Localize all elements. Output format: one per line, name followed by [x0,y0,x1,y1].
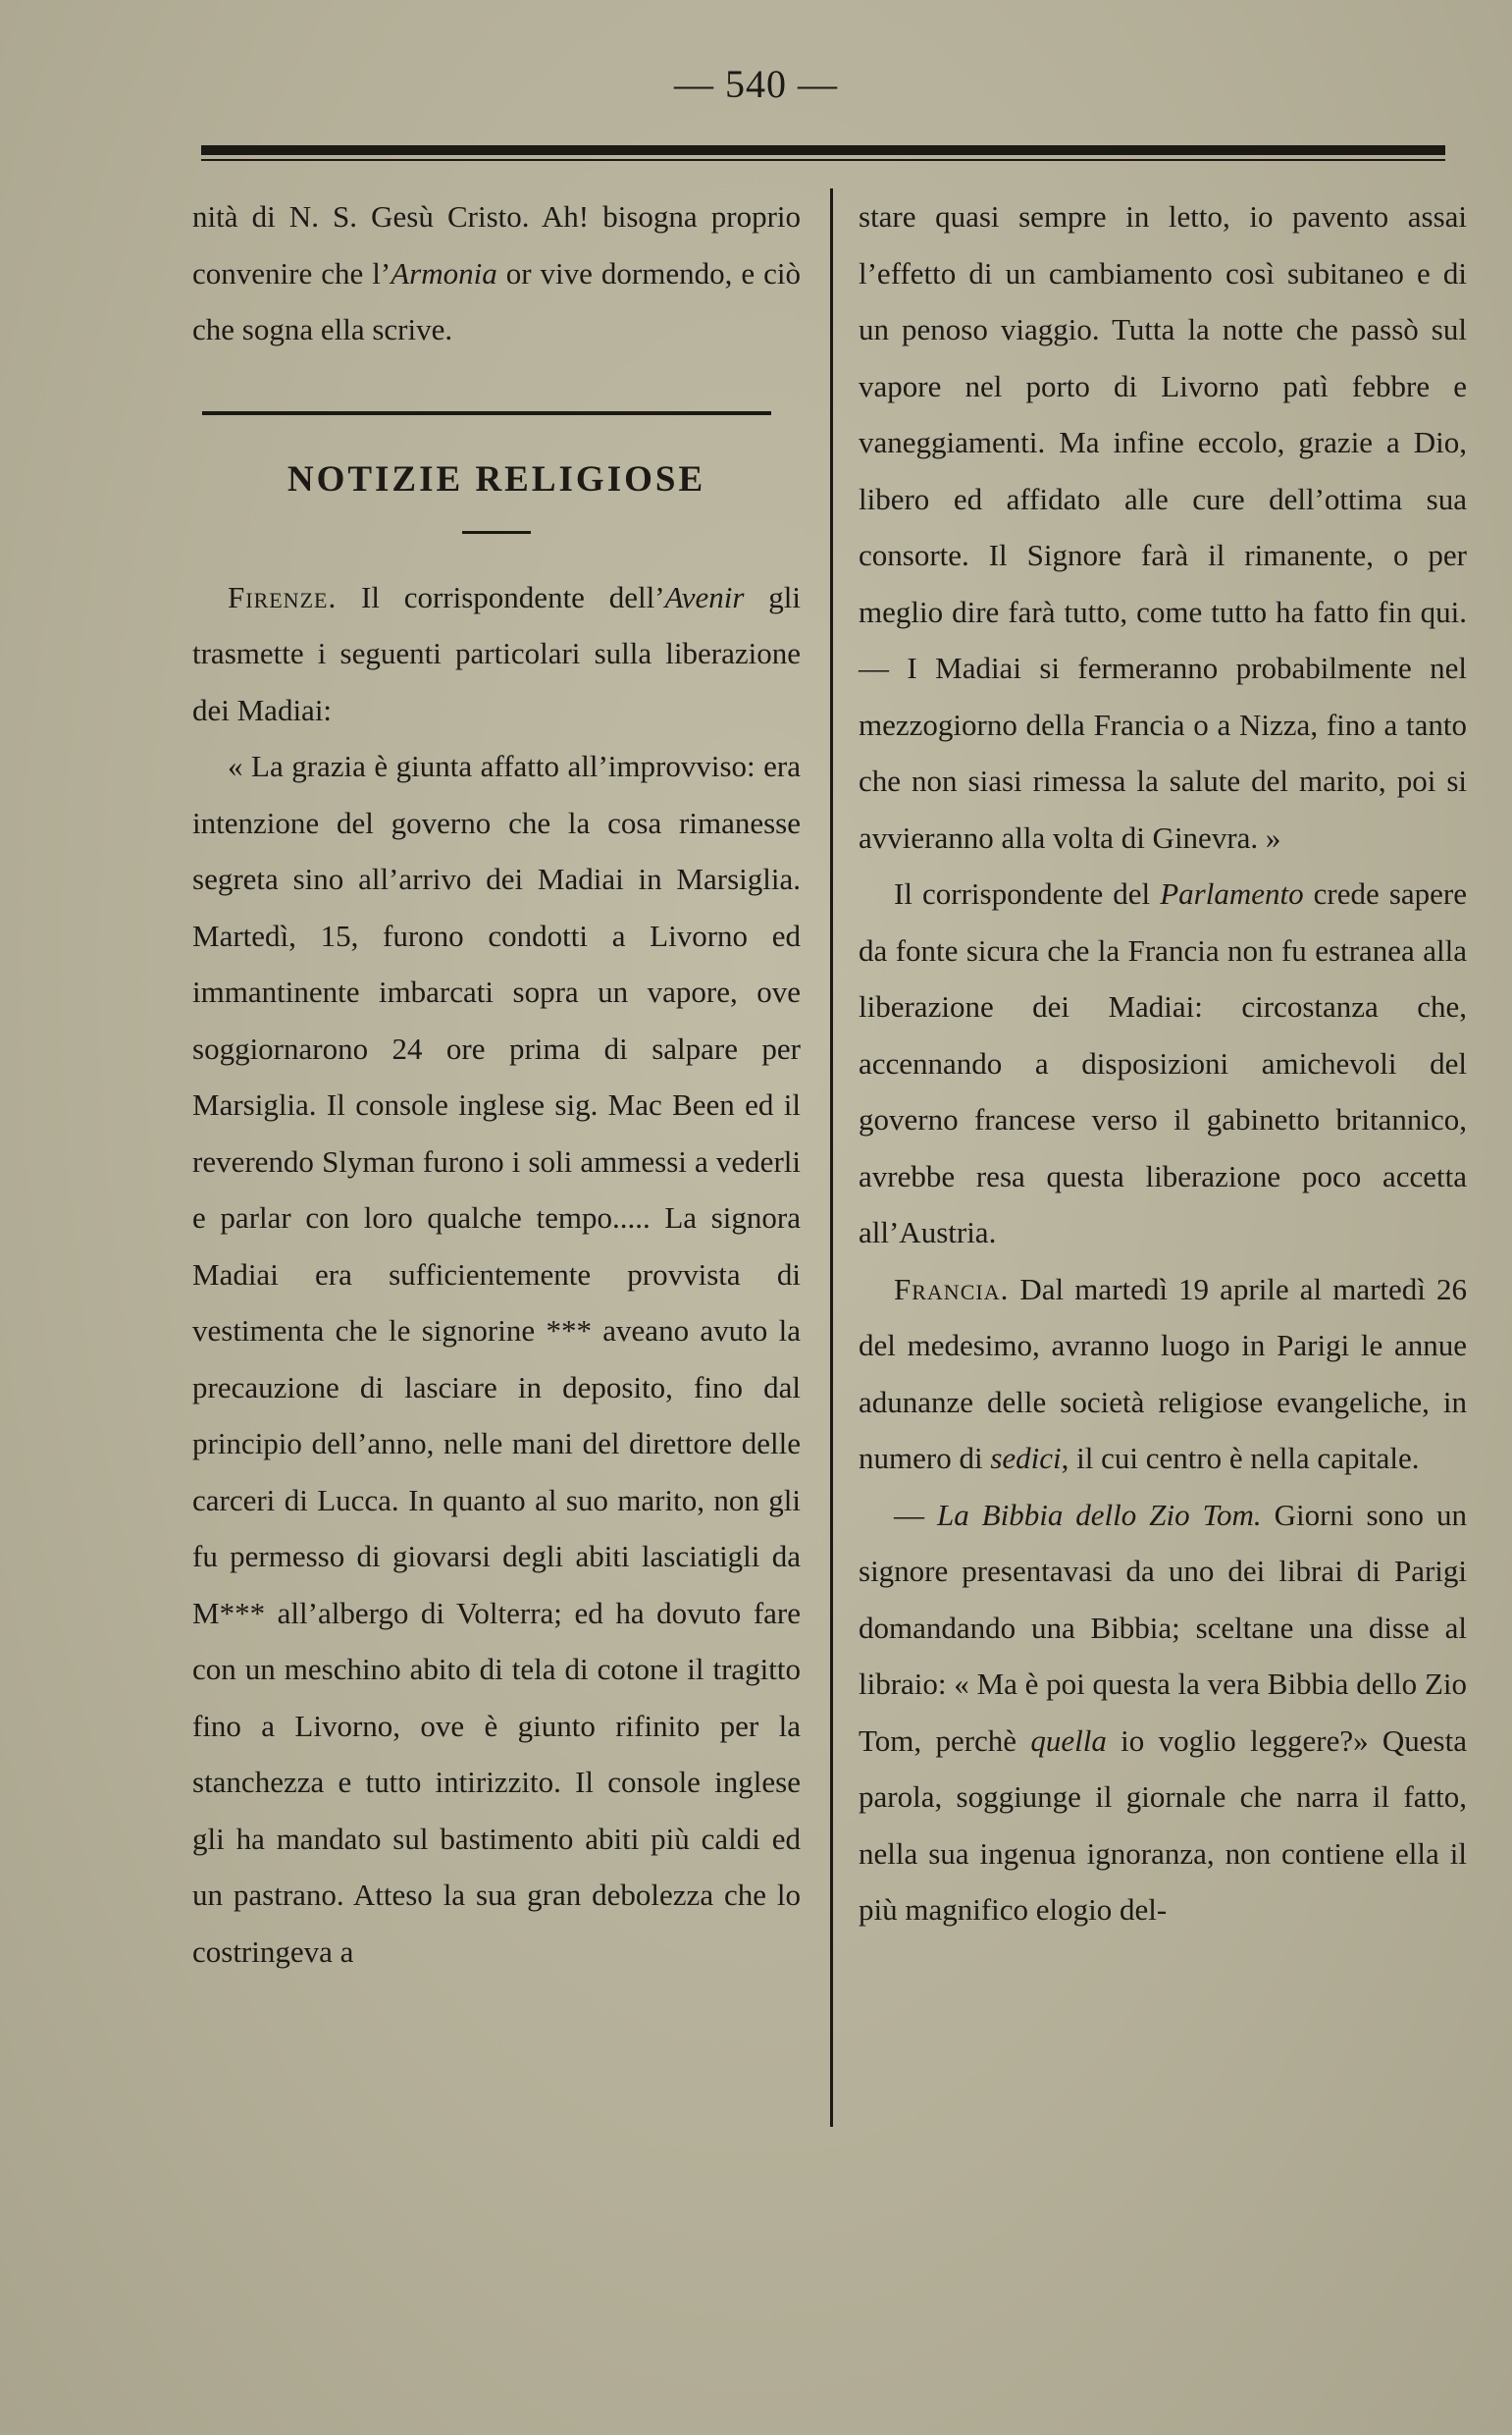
section-rule [202,411,771,415]
left-column [192,188,801,1980]
quote-continued-paragraph: stare quasi sempre in letto, io pavento assai l’effetto di un cambiamento così subitaneo e di un penoso viaggio. Tutta la notte che passò sul vapore nel porto di Livorno patì febbre e vaneggiamenti. Ma infine eccolo, grazie a Dio, libero ed affidato alle cure dell’ottima sua consorte. Il Signore farà il rimanente, o per meglio dire farà tutto, come tutto ha fatto fin qui. — I Madiai si fermeranno probabilmente nel mezzogiorno della Francia o a Nizza, fino a tanto che non siasi rimessa la salute del marito, poi si avvieranno alla volta di Ginevra. » [859,199,1467,855]
dateline-firenze: Firenze. [228,579,338,614]
section-heading: NOTIZIE RELIGIOSE [287,458,706,500]
bibbia-title: La Bibbia dello Zio Tom. [936,1497,1262,1532]
sedici-word: sedici [990,1441,1062,1475]
column-divider [830,188,833,2127]
dateline-francia: Francia. [894,1271,1010,1306]
right-column [859,188,1467,1938]
header-rule [201,145,1445,155]
parlamento-title: Parlamento [1160,876,1304,911]
continued-paragraph: nità di N. S. Gesù Cristo. Ah! bisogna proprio convenire che l’Armonia or vive dormendo, e ciò che sogna ella scrive. [192,199,801,346]
bibbia-paragraph: — La Bibbia dello Zio Tom. Giorni sono un signore presentavasi da uno dei librai di Parigi domandando una Bibbia; sceltane una disse al libraio: « Ma è poi questa la vera Bibbia dello Zio Tom, perchè quella io voglio leggere?» Questa parola, soggiunge il giornale che narra il fatto, nella sua ingenua ignoranza, non contiene ella il più magnifico elogio del- [859,1497,1468,1927]
francia-paragraph: Francia. Dal martedì 19 aprile al martedì 26 del medesimo, avranno luogo in Parigi le annue adunanze delle società religiose evangeliche, in numero di sedici, il cui centro è nella capitale. [859,1271,1467,1475]
parlamento-paragraph: Il corrispondente del Parlamento crede sapere da fonte sicura che la Francia non fu estranea alla liberazione dei Madiai: circostanza che, accennando a disposizioni amichevoli del governo francese verso il gabinetto britannico, avrebbe resa questa liberazione poco accetta all’Austria. [859,876,1467,1249]
quote-paragraph: « La grazia è giunta affatto all’improvviso: era intenzione del governo che la cosa rimanesse segreta sino all’arrivo dei Madiai in Marsiglia. Martedì, 15, furono condotti a Livorno ed immantinente imbarcati sopra un vapore, ove soggiornarono 24 ore prima di salpare per Marsiglia. Il console inglese sig. Mac Been ed il reverendo Slyman furono i soli ammessi a vederli e parlar con loro qualche tempo..... La signora Madiai era sufficientemente provvista di vestimenta che le signorine *** aveano avuto la precauzione di lasciare in deposito, fino dal principio dell’anno, nelle mani del direttore delle carceri di Lucca. In quanto al suo marito, non gli fu permesso di giovarsi degli abiti lasciatigli da M*** all’albergo di Volterra; ed ha dovuto fare con un meschino abito di tela di cotone il tragitto fino a Livorno, ove è giunto rifinito per la stanchezza e tutto intirizzito. Il console inglese gli ha mandato sul bastimento abiti più caldi ed un pastrano. Atteso la sua gran debolezza che lo costringeva a [192,749,801,1969]
page-number: — 540 — [674,62,838,106]
firenze-paragraph: Firenze. Il corrispondente dell’Avenir gli trasmette i seguenti particolari sulla liberazione dei Madiai: [192,579,801,727]
armonia-title: Armonia [391,255,497,291]
quella-word: quella [1030,1722,1107,1758]
heading-underline [462,531,531,534]
avenir-title: Avenir [664,579,745,614]
